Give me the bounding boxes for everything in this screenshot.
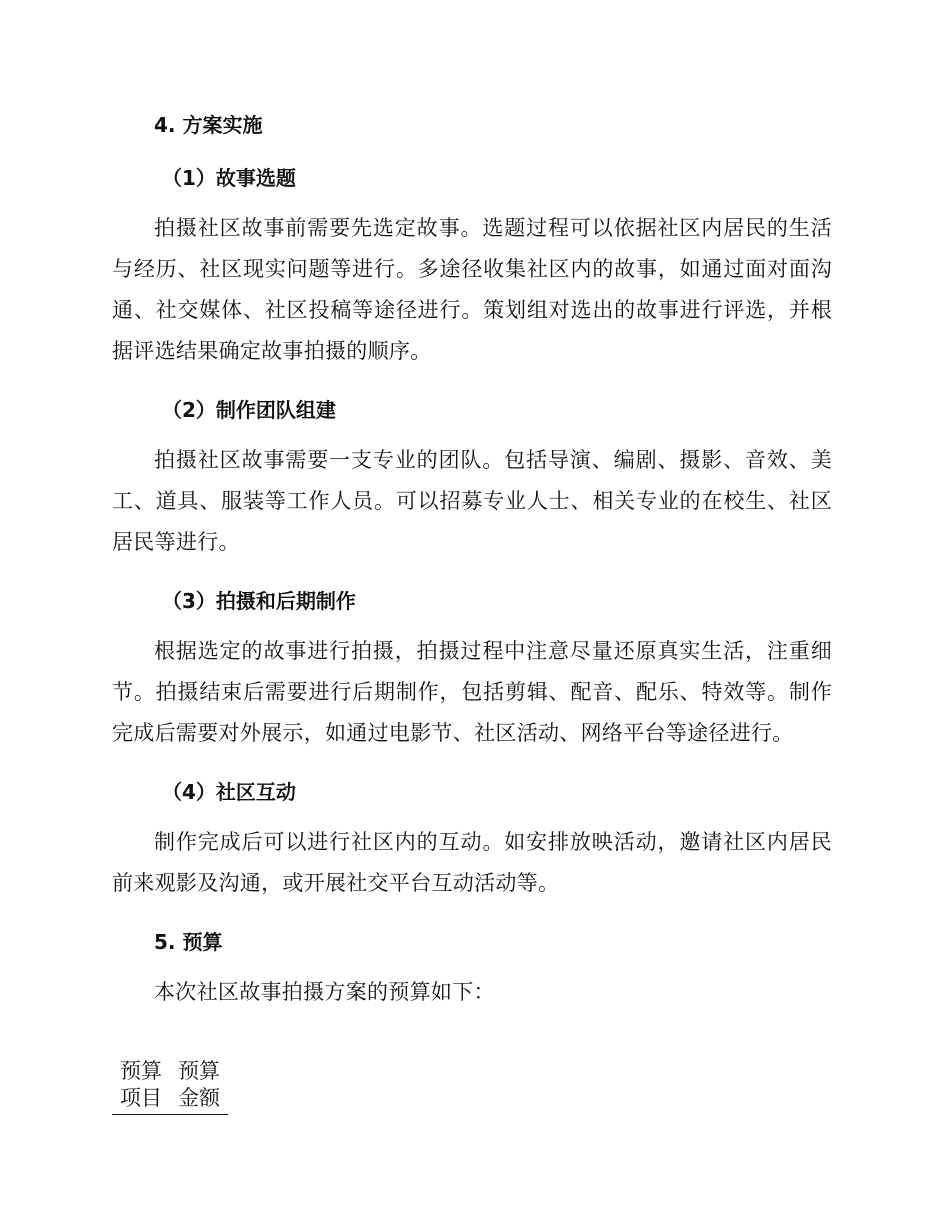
section-4-heading: 4. 方案实施 (154, 113, 263, 137)
section-5-paragraph: 本次社区故事拍摄方案的预算如下： (154, 980, 495, 1004)
section-5-heading: 5. 预算 (154, 930, 223, 954)
header-line: 金额 (178, 1086, 220, 1110)
budget-amount-header (170, 1058, 228, 1115)
budget-table (112, 1058, 228, 1115)
section-4-1-heading: （1）故事选题 (162, 166, 296, 190)
section-4-1-paragraph: 拍摄社区故事前需要先选定故事。选题过程可以依据社区内居民的生活与经历、社区现实问题等进行。多途径收集社区内的故事，如通过面对面沟通、社交媒体、社区投稿等途径进行。策划组对选出的故事进行评选，并根据评选结果确定故事拍摄的顺序。 (112, 216, 832, 363)
section-4-3-heading: （3）拍摄和后期制作 (162, 589, 356, 613)
section-4-2-heading: （2）制作团队组建 (162, 398, 336, 422)
header-line: 预算 (178, 1059, 220, 1083)
budget-table-header-row (112, 1058, 228, 1115)
budget-item-header (112, 1058, 170, 1115)
section-4-2-paragraph: 拍摄社区故事需要一支专业的团队。包括导演、编剧、摄影、音效、美工、道具、服装等工作人员。可以招募专业人士、相关专业的在校生、社区居民等进行。 (112, 448, 832, 554)
section-4-4-paragraph: 制作完成后可以进行社区内的互动。如安排放映活动，邀请社区内居民前来观影及沟通，或开展社交平台互动活动等。 (112, 830, 832, 895)
document-body (112, 110, 832, 1013)
budget-table-wrapper (112, 1058, 228, 1115)
section-4-3-paragraph: 根据选定的故事进行拍摄，拍摄过程中注意尽量还原真实生活，注重细节。拍摄结束后需要进行后期制作，包括剪辑、配音、配乐、特效等。制作完成后需要对外展示，如通过电影节、社区活动、网络平台等途径进行。 (112, 639, 832, 745)
header-line: 项目 (120, 1086, 162, 1110)
header-line: 预算 (120, 1059, 162, 1083)
section-4-4-heading: （4）社区互动 (162, 780, 296, 804)
